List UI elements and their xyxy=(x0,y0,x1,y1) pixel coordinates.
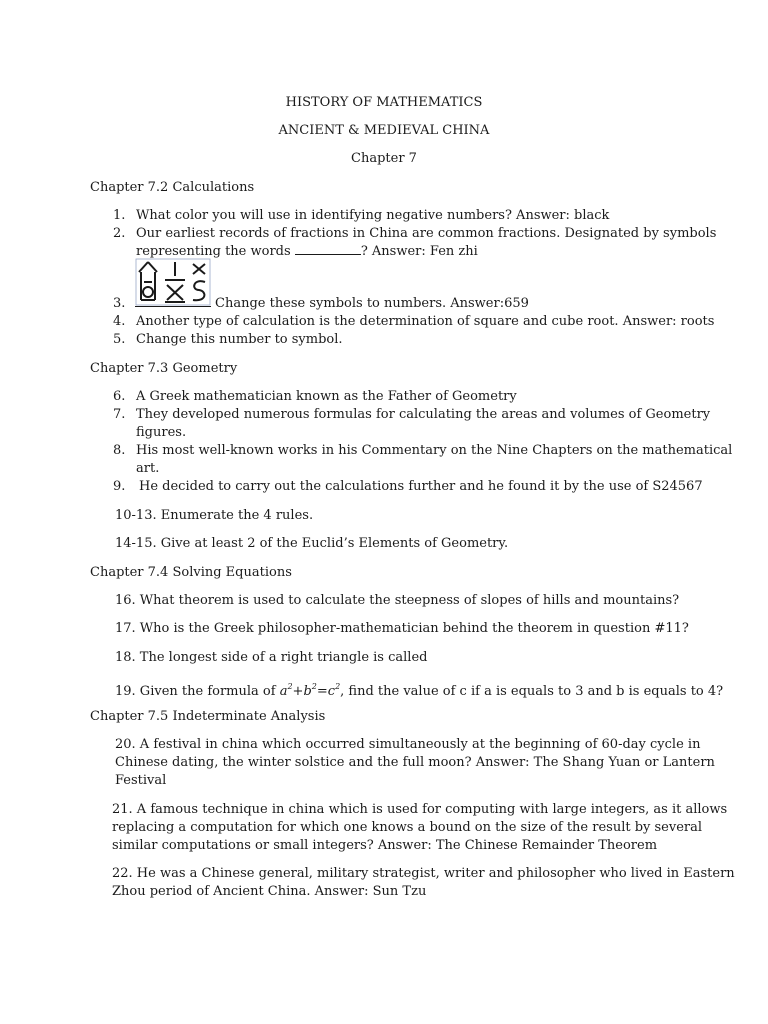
formula: $a^2+b^2=c^2$ xyxy=(279,682,341,699)
question-18: 18. The longest side of a right triangle is called xyxy=(115,650,428,665)
question-21-line-1: 21. A famous technique in china which is used for computing with large integers, as it allows xyxy=(112,802,728,817)
document-subtitle: ANCIENT & MEDIEVAL CHINA xyxy=(278,123,490,138)
question-16: 16. What theorem is used to calculate the steepness of slopes of hills and mountains? xyxy=(115,593,680,608)
section-heading-7-4: Chapter 7.4 Solving Equations xyxy=(90,565,292,580)
question-5: Change this number to symbol. xyxy=(136,332,343,347)
item-number: 2. xyxy=(113,226,126,241)
question-19-prefix: 19. Given the formula of xyxy=(115,684,280,699)
question-3: Change these symbols to numbers. Answer:659 xyxy=(215,296,529,311)
question-22-line-2: Zhou period of Ancient China. Answer: Sun Tzu xyxy=(112,884,427,899)
question-22-line-1: 22. He was a Chinese general, military strategist, writer and philosopher who lived in Eastern xyxy=(112,866,735,881)
item-number: 5. xyxy=(113,332,126,347)
question-20-line-1: 20. A festival in china which occurred simultaneously at the beginning of 60-day cycle in xyxy=(115,737,701,752)
chapter-title: Chapter 7 xyxy=(351,151,417,166)
question-6: A Greek mathematician known as the Father of Geometry xyxy=(136,389,517,404)
question-21-line-2: replacing a computation for which one knows a bound on the size of the result by several xyxy=(112,820,703,835)
section-heading-7-2: Chapter 7.2 Calculations xyxy=(90,180,255,195)
question-2-text: representing the words xyxy=(136,244,291,259)
document-title: HISTORY OF MATHEMATICS xyxy=(285,95,483,110)
question-2-answer: ? Answer: Fen zhi xyxy=(360,244,478,259)
item-number: 9. xyxy=(113,479,126,494)
section-heading-7-5: Chapter 7.5 Indeterminate Analysis xyxy=(90,709,326,724)
question-19 xyxy=(115,678,723,701)
question-2-line-1: Our earliest records of fractions in China are common fractions. Designated by symbols xyxy=(136,226,717,241)
item-number: 7. xyxy=(113,407,126,422)
question-10-13: 10-13. Enumerate the 4 rules. xyxy=(115,508,314,523)
question-19-suffix: , find the value of c if a is equals to 3 and b is equals to 4? xyxy=(340,684,724,699)
question-20-line-3: Festival xyxy=(115,773,167,788)
item-number: 4. xyxy=(113,314,126,329)
question-8-line-1: His most well-known works in his Commentary on the Nine Chapters on the mathematical xyxy=(136,443,733,458)
question-14-15: 14-15. Give at least 2 of the Euclid’s Elements of Geometry. xyxy=(115,536,509,551)
question-17: 17. Who is the Greek philosopher-mathematician behind the theorem in question #11? xyxy=(115,621,689,636)
question-7-line-1: They developed numerous formulas for calculating the areas and volumes of Geometry xyxy=(136,407,711,422)
answer-blank xyxy=(295,243,361,255)
question-9: He decided to carry out the calculations further and he found it by the use of S24567 xyxy=(139,479,703,494)
rod-numeral-icon xyxy=(135,258,211,306)
section-heading-7-3: Chapter 7.3 Geometry xyxy=(90,361,238,376)
item-number: 8. xyxy=(113,443,126,458)
item-number: 6. xyxy=(113,389,126,404)
question-21-line-3: similar computations or small integers? Answer: The Chinese Remainder Theorem xyxy=(112,838,658,853)
question-7-line-2: figures. xyxy=(136,425,187,440)
item-number: 1. xyxy=(113,208,126,223)
question-8-line-2: art. xyxy=(136,461,160,476)
question-20-line-2: Chinese dating, the winter solstice and the full moon? Answer: The Shang Yuan or Lantern xyxy=(115,755,715,770)
rod-numeral-symbols xyxy=(135,258,211,307)
question-1: What color you will use in identifying negative numbers? Answer: black xyxy=(136,208,610,223)
item-number: 3. xyxy=(113,296,126,311)
question-4: Another type of calculation is the determination of square and cube root. Answer: roots xyxy=(136,314,715,329)
